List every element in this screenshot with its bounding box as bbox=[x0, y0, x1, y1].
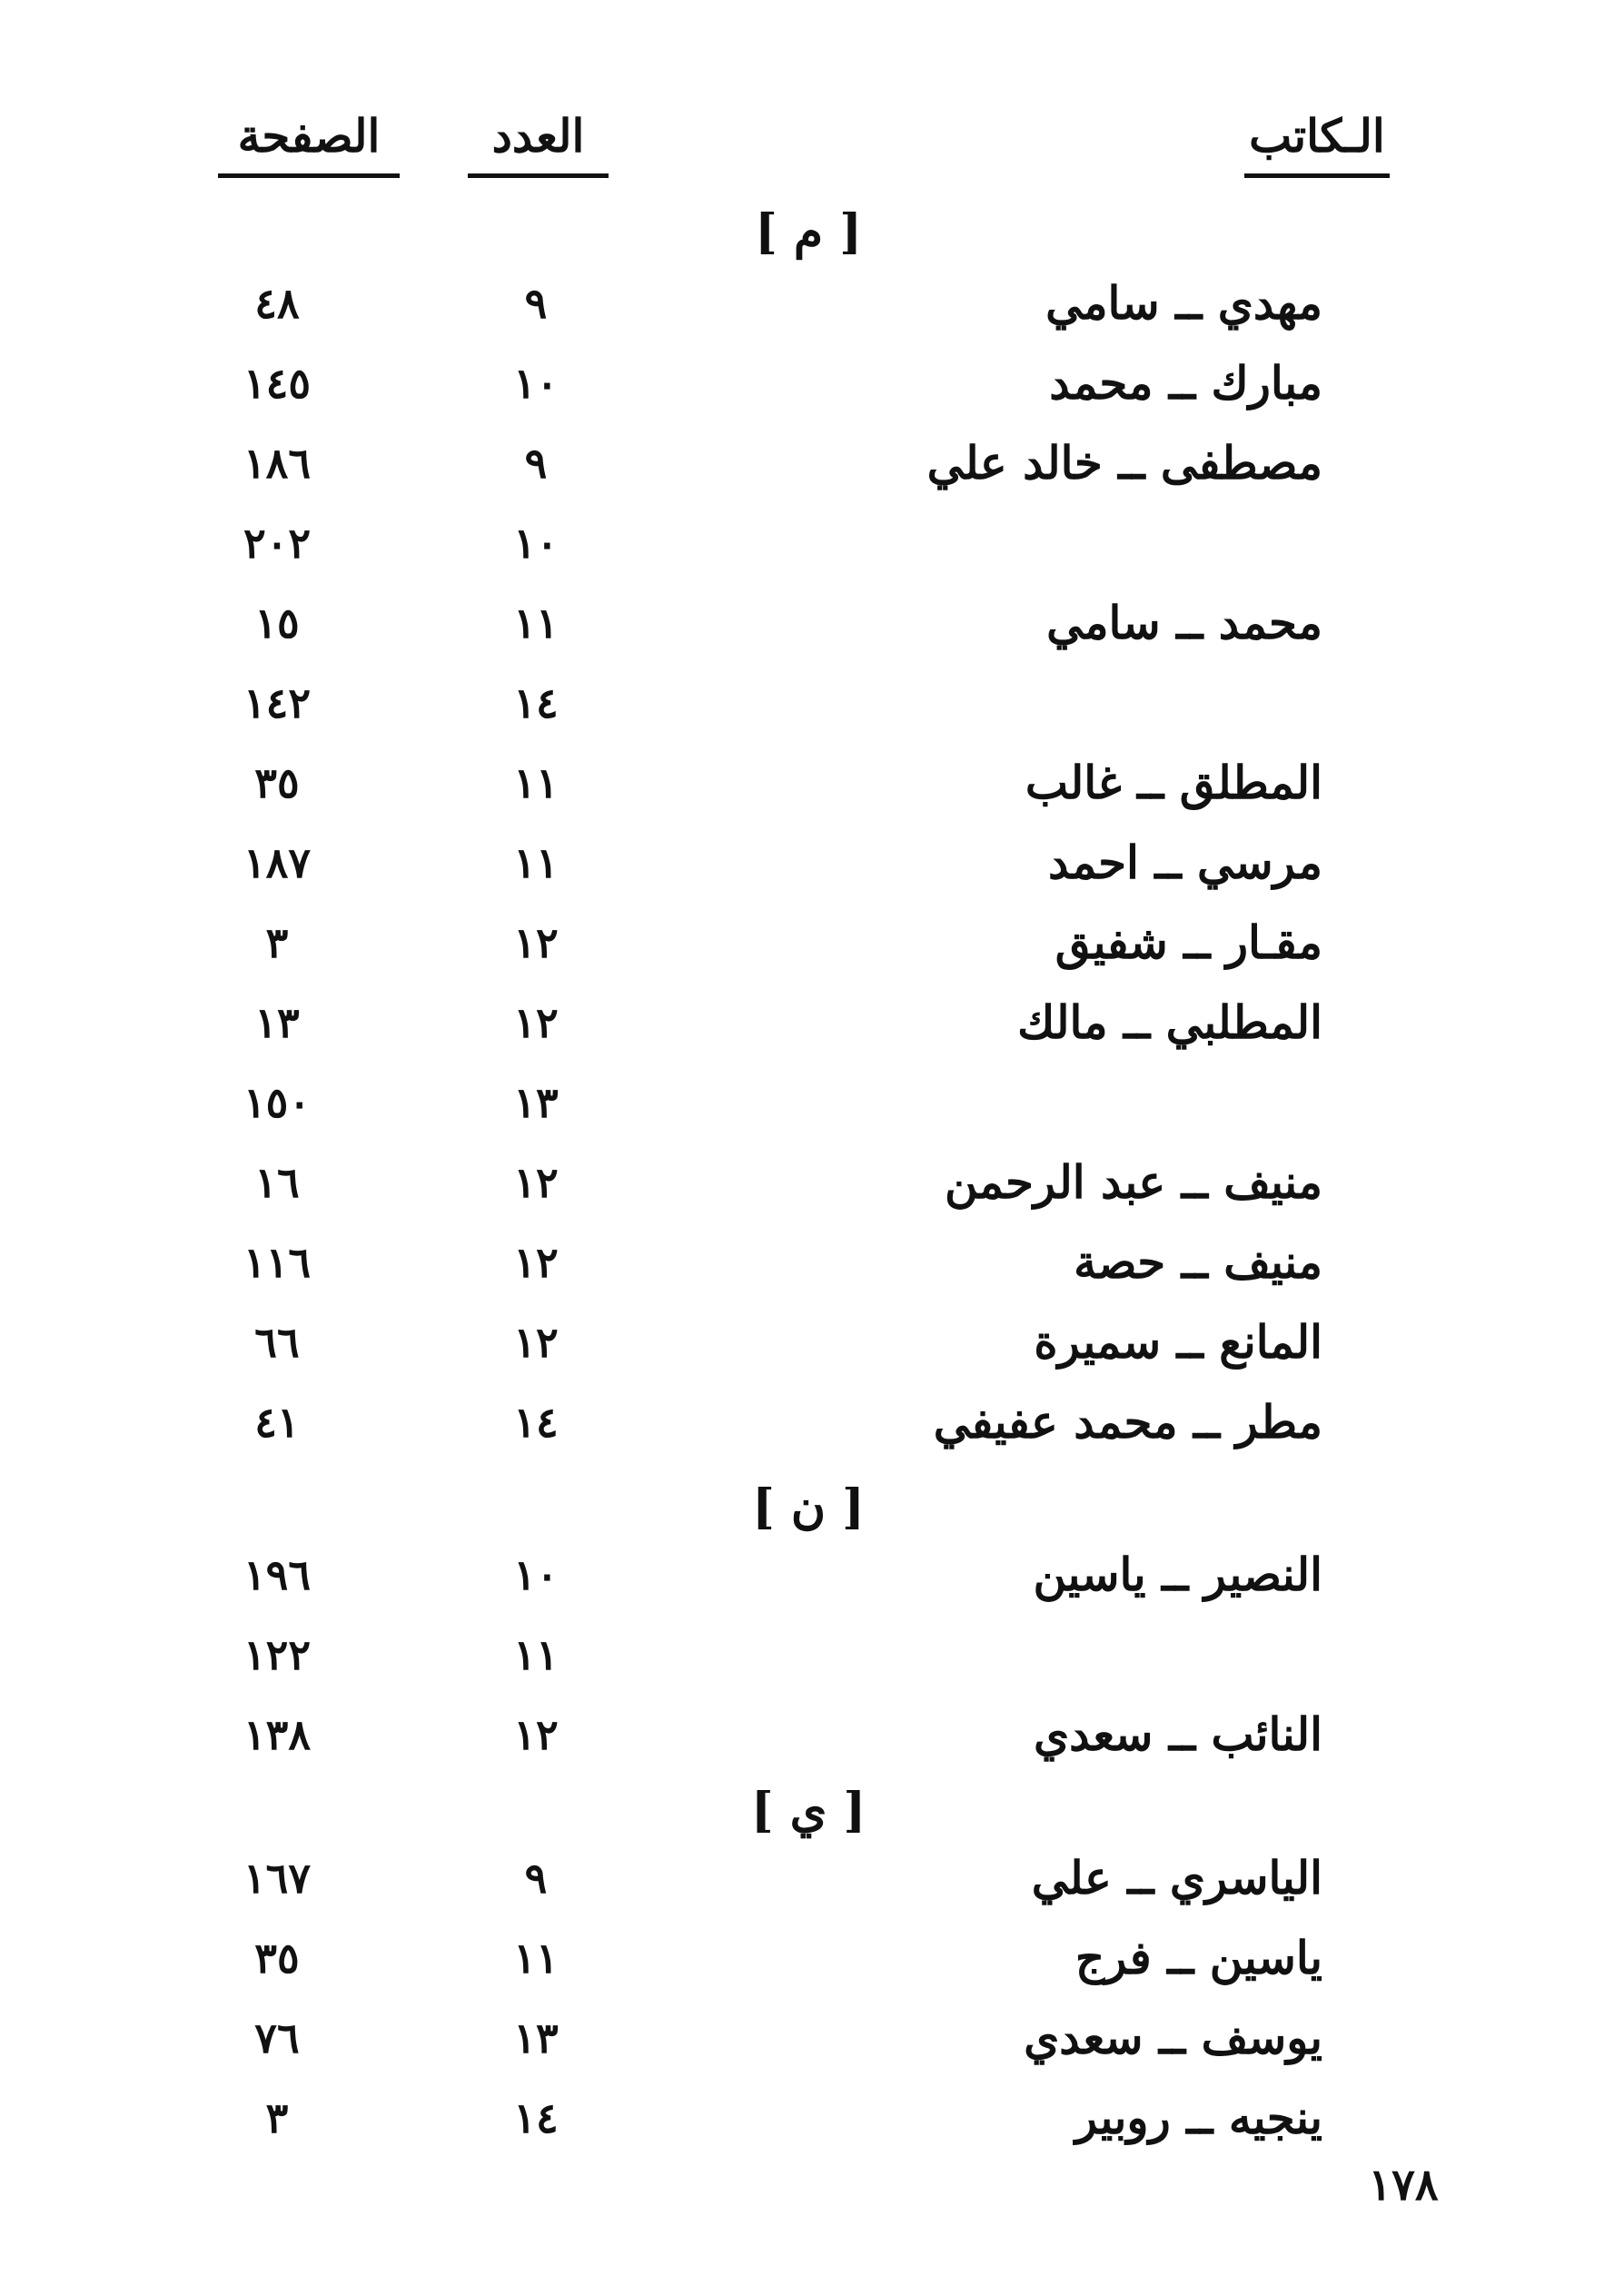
index-row bbox=[0, 983, 1624, 1063]
index-row bbox=[0, 1535, 1624, 1615]
section-letter: [ م ] bbox=[755, 204, 862, 260]
index-row bbox=[0, 263, 1624, 343]
writer-name: النائب ــ سعدي bbox=[1034, 1707, 1322, 1761]
writer-name: مرسي ــ احمد bbox=[1047, 836, 1322, 889]
column-header-writer bbox=[1244, 104, 1390, 186]
page-number: ٤١ bbox=[254, 1398, 300, 1447]
writer-name: ياسين ــ فرج bbox=[1074, 1931, 1322, 1984]
issue-number: ٩ bbox=[524, 439, 548, 488]
footer-page-number: ١٧٨ bbox=[1368, 2160, 1439, 2211]
index-row bbox=[0, 343, 1624, 423]
page-number: ٣ bbox=[265, 2093, 289, 2142]
issue-number: ١٠ bbox=[513, 519, 559, 568]
issue-number: ١٣ bbox=[513, 2013, 559, 2062]
index-row bbox=[0, 1918, 1624, 1998]
index-row bbox=[0, 1222, 1624, 1302]
issue-number: ١١ bbox=[513, 1630, 559, 1679]
page-number: ١٣٨ bbox=[243, 1710, 312, 1759]
writer-name: محمد ــ سامي bbox=[1046, 596, 1322, 649]
issue-number: ١٠ bbox=[513, 359, 559, 408]
page-number: ٣٥ bbox=[254, 758, 300, 807]
index-row bbox=[0, 1695, 1624, 1775]
column-header-writer-label: الـكاتب bbox=[1249, 109, 1385, 163]
column-header-writer-underline bbox=[1244, 173, 1390, 178]
column-header-page-underline bbox=[218, 173, 400, 178]
issue-number: ١٤ bbox=[513, 2093, 559, 2142]
index-row bbox=[0, 583, 1624, 663]
page-number: ١٣ bbox=[254, 998, 300, 1047]
issue-number: ١٢ bbox=[513, 1318, 559, 1367]
writer-name: المانع ــ سميرة bbox=[1034, 1315, 1322, 1369]
page-number: ١٥٠ bbox=[243, 1078, 312, 1127]
index-row bbox=[0, 903, 1624, 983]
writer-name: المطلق ــ غالب bbox=[1025, 756, 1322, 809]
writer-name: مبارك ــ محمد bbox=[1049, 356, 1322, 410]
index-row bbox=[0, 1998, 1624, 2078]
writer-name: المطلبي ــ مالك bbox=[1017, 995, 1322, 1049]
column-header-page bbox=[218, 104, 400, 186]
index-row bbox=[0, 423, 1624, 503]
index-row bbox=[0, 1302, 1624, 1382]
issue-number: ٩ bbox=[524, 279, 548, 328]
issue-number: ١٢ bbox=[513, 1238, 559, 1287]
issue-number: ١١ bbox=[513, 1934, 559, 1983]
page-number: ١٤٥ bbox=[243, 359, 312, 408]
writer-name: مهدي ــ سامي bbox=[1045, 276, 1322, 330]
page-number: ١٤٢ bbox=[243, 678, 312, 727]
page-number: ١٢٢ bbox=[243, 1630, 312, 1679]
column-header-page-label: الصفحة bbox=[237, 109, 381, 163]
index-row bbox=[0, 743, 1624, 823]
index-row bbox=[0, 663, 1624, 743]
issue-number: ١٢ bbox=[513, 1710, 559, 1759]
section-letter-row bbox=[0, 193, 1624, 272]
issue-number: ١٢ bbox=[513, 1158, 559, 1207]
writer-name: الياسري ــ علي bbox=[1031, 1851, 1322, 1904]
writer-name: مقـار ــ شفيق bbox=[1055, 915, 1322, 969]
page-number: ١٥ bbox=[254, 598, 300, 648]
issue-number: ١٢ bbox=[513, 998, 559, 1047]
page-number: ٧٦ bbox=[254, 2013, 300, 2062]
section-letter: [ ن ] bbox=[752, 1479, 865, 1535]
index-row bbox=[0, 1142, 1624, 1222]
index-row bbox=[0, 503, 1624, 583]
section-letter: [ ي ] bbox=[750, 1783, 866, 1838]
issue-number: ١٢ bbox=[513, 918, 559, 967]
issue-number: ١٤ bbox=[513, 678, 559, 727]
writer-name: منيف ــ حصة bbox=[1074, 1235, 1322, 1289]
index-row bbox=[0, 1382, 1624, 1462]
page-number: ٤٨ bbox=[254, 279, 300, 328]
writer-name: النصير ــ ياسين bbox=[1033, 1548, 1322, 1601]
issue-number: ١١ bbox=[513, 758, 559, 807]
page-number: ١١٦ bbox=[243, 1238, 312, 1287]
column-header-issue-underline bbox=[468, 173, 609, 178]
page-number: ٣٥ bbox=[254, 1934, 300, 1983]
page-number: ٦٦ bbox=[254, 1318, 300, 1367]
writer-name: ينجيه ــ روبير bbox=[1074, 2091, 1322, 2144]
writer-name: منيف ــ عبد الرحمن bbox=[945, 1155, 1322, 1209]
index-row bbox=[0, 2078, 1624, 2158]
index-row bbox=[0, 823, 1624, 903]
page-number: ٢٠٢ bbox=[243, 519, 312, 568]
issue-number: ١١ bbox=[513, 598, 559, 648]
issue-number: ١١ bbox=[513, 838, 559, 887]
page-number: ١٨٦ bbox=[243, 439, 312, 488]
page-number: ٣ bbox=[265, 918, 289, 967]
page-number: ١٦٧ bbox=[243, 1854, 312, 1903]
column-header-issue-label: العدد bbox=[491, 109, 585, 163]
issue-number: ١٤ bbox=[513, 1398, 559, 1447]
page-number: ١٦ bbox=[254, 1158, 300, 1207]
column-header-issue bbox=[468, 104, 609, 186]
index-row bbox=[0, 1838, 1624, 1918]
writer-name: مطر ــ محمد عفيفي bbox=[933, 1395, 1322, 1449]
issue-number: ١٣ bbox=[513, 1078, 559, 1127]
issue-number: ١٠ bbox=[513, 1550, 559, 1599]
page-number: ١٩٦ bbox=[243, 1550, 312, 1599]
writer-name: يوسف ــ سعدي bbox=[1024, 2011, 1322, 2064]
issue-number: ٩ bbox=[524, 1854, 548, 1903]
page-number: ١٨٧ bbox=[243, 838, 312, 887]
writer-name: مصطفى ــ خالد علي bbox=[926, 436, 1322, 490]
index-row bbox=[0, 1615, 1624, 1695]
index-row bbox=[0, 1063, 1624, 1142]
